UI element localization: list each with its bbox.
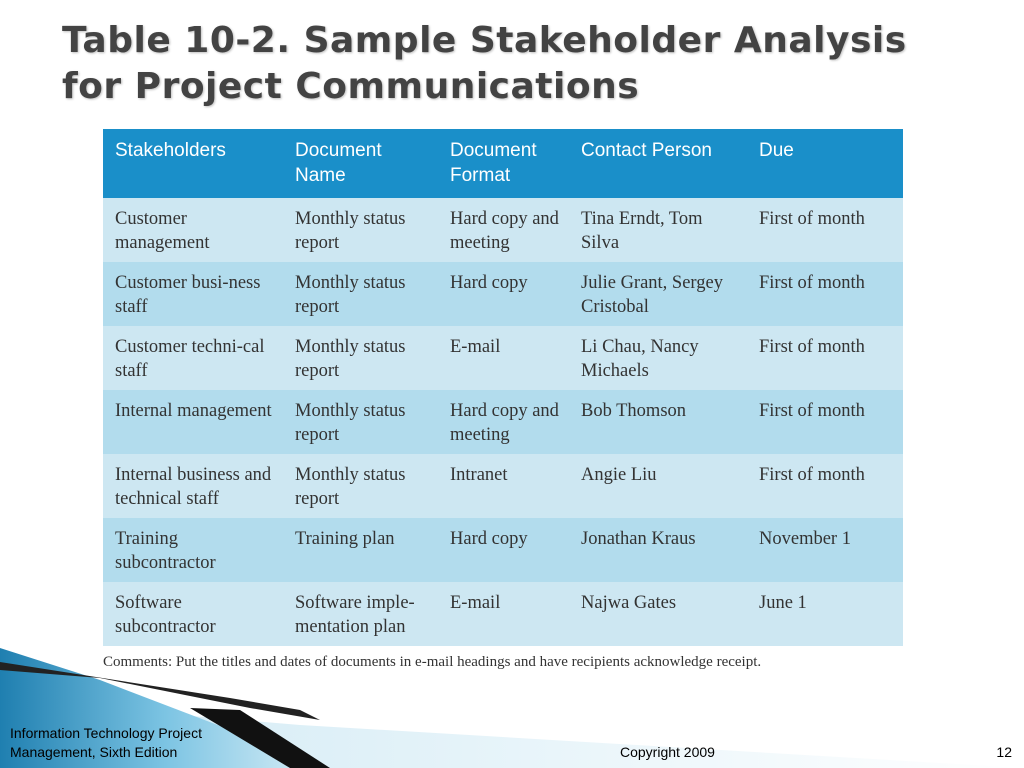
cell-stakeholder: Internal business and technical staff: [103, 454, 283, 518]
cell-document-name: Training plan: [283, 518, 438, 582]
cell-document-format: Hard copy and meeting: [438, 390, 569, 454]
cell-due: First of month: [747, 198, 903, 262]
cell-document-name: Software imple-mentation plan: [283, 582, 438, 646]
cell-document-name: Monthly status report: [283, 454, 438, 518]
table-row: [103, 326, 903, 390]
header-document-name: Document Name: [283, 129, 438, 198]
header-due: Due: [747, 129, 903, 198]
cell-document-name: Monthly status report: [283, 390, 438, 454]
cell-document-format: Hard copy: [438, 518, 569, 582]
table-comments: Comments: Put the titles and dates of documents in e-mail headings and have recipients acknowledge receipt.: [103, 654, 762, 670]
cell-stakeholder: Customer management: [103, 198, 283, 262]
cell-contact-person: Angie Liu: [569, 454, 747, 518]
cell-contact-person: Bob Thomson: [569, 390, 747, 454]
cell-contact-person: Jonathan Kraus: [569, 518, 747, 582]
cell-due: First of month: [747, 454, 903, 518]
cell-contact-person: Najwa Gates: [569, 582, 747, 646]
cell-due: June 1: [747, 582, 903, 646]
cell-document-format: E-mail: [438, 326, 569, 390]
cell-contact-person: Julie Grant, Sergey Cristobal: [569, 262, 747, 326]
slide-title-line-1: Table 10-2. Sample Stakeholder Analysis: [62, 20, 907, 61]
cell-document-format: Hard copy and meeting: [438, 198, 569, 262]
table-row: [103, 582, 903, 646]
cell-stakeholder: Customer busi-ness staff: [103, 262, 283, 326]
footer-book-title: [10, 724, 202, 762]
cell-contact-person: Li Chau, Nancy Michaels: [569, 326, 747, 390]
cell-document-format: Hard copy: [438, 262, 569, 326]
header-document-format: Document Format: [438, 129, 569, 198]
header-contact-person: Contact Person: [569, 129, 747, 198]
table-row: [103, 454, 903, 518]
cell-document-name: Monthly status report: [283, 198, 438, 262]
cell-document-format: Intranet: [438, 454, 569, 518]
footer-book-line-2: Management, Sixth Edition: [10, 744, 178, 760]
cell-stakeholder: Training subcontractor: [103, 518, 283, 582]
table-row: [103, 198, 903, 262]
footer-copyright: Copyright 2009: [620, 744, 715, 760]
footer-book-line-1: Information Technology Project: [10, 725, 202, 741]
table-header: [103, 129, 903, 198]
table-row: [103, 262, 903, 326]
cell-due: First of month: [747, 390, 903, 454]
table-row: [103, 390, 903, 454]
stakeholder-analysis-table: [103, 129, 903, 646]
cell-stakeholder: Software subcontractor: [103, 582, 283, 646]
header-stakeholders: Stakeholders: [103, 129, 283, 198]
table-row: [103, 518, 903, 582]
cell-stakeholder: Customer techni-cal staff: [103, 326, 283, 390]
cell-contact-person: Tina Erndt, Tom Silva: [569, 198, 747, 262]
slide-title-line-2: for Project Communications: [62, 66, 640, 107]
cell-document-format: E-mail: [438, 582, 569, 646]
table-body: [103, 198, 903, 646]
cell-due: First of month: [747, 326, 903, 390]
table-header-row: [103, 129, 903, 198]
cell-stakeholder: Internal management: [103, 390, 283, 454]
cell-document-name: Monthly status report: [283, 326, 438, 390]
cell-due: November 1: [747, 518, 903, 582]
cell-due: First of month: [747, 262, 903, 326]
stakeholder-table-container: [103, 129, 903, 646]
page-number: 12: [996, 744, 1012, 760]
cell-document-name: Monthly status report: [283, 262, 438, 326]
slide-title: [62, 18, 1002, 110]
